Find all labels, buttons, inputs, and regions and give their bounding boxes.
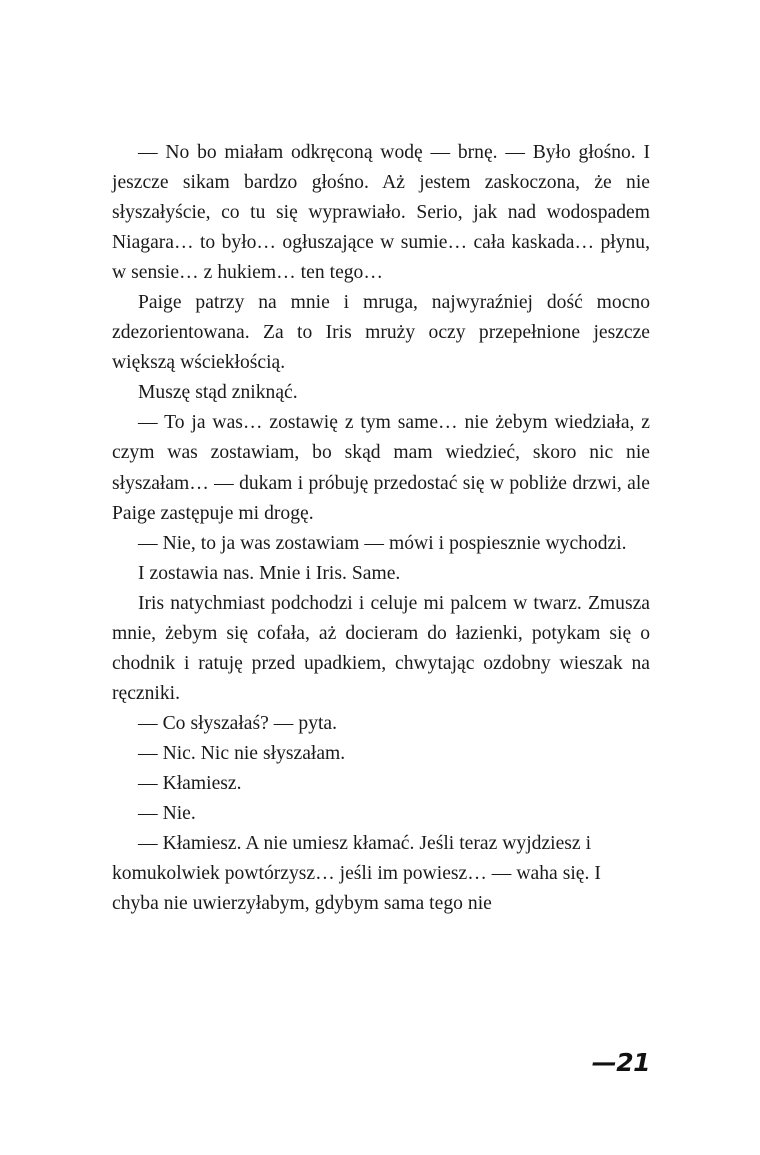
- paragraph: Paige patrzy na mnie i mruga, najwyraźniej dość mocno zdezorientowana. Za to Iris mruży oczy przepełnione jeszcze większą wściekłością.: [112, 292, 650, 374]
- paragraph: — No bo miałam odkręconą wodę — brnę. — Było głośno. I jeszcze sikam bardzo głośno. Aż jestem zaskoczona, że nie słyszałyście, co tu się wyprawiało. Serio, jak nad wodospadem Niagara… to było… ogłuszające w sumie… cała kaskada… płynu, w sensie… z hukiem… ten tego…: [112, 142, 650, 284]
- paragraph: Iris natychmiast podchodzi i celuje mi palcem w twarz. Zmusza mnie, żebym się cofała, aż docieram do łazienki, potykam się o chodnik i ratuję przed upadkiem, chwytając ozdobny wieszak na ręczniki.: [112, 592, 650, 704]
- paragraph: — To ja was… zostawię z tym same… nie żebym wiedziała, z czym was zostawiam, bo skąd mam wiedzieć, skoro nic nie słyszałam… — dukam i próbuję przedostać się w pobliże drzwi, ale Paige zastępuje mi drogę.: [112, 412, 650, 524]
- paragraph: — Co słyszałaś? — pyta.: [138, 712, 338, 734]
- paragraph: Muszę stąd zniknąć.: [138, 382, 298, 404]
- paragraph: — Nic. Nic nie słyszałam.: [138, 742, 346, 764]
- page-number: —21: [591, 1048, 650, 1077]
- paragraph: — Nie.: [138, 803, 196, 825]
- paragraph: — Kłamiesz. A nie umiesz kłamać. Jeśli teraz wyjdziesz i komukolwiek powtórzysz… jeśli im powiesz… — waha się. I chyba nie uwierzyłabym, gdybym sama tego nie: [112, 833, 601, 915]
- paragraph: — Nie, to ja was zostawiam — mówi i pospiesznie wychodzi.: [138, 532, 627, 554]
- body-text-block: [112, 138, 650, 919]
- paragraph: I zostawia nas. Mnie i Iris. Same.: [138, 562, 401, 584]
- paragraph: — Kłamiesz.: [138, 772, 242, 794]
